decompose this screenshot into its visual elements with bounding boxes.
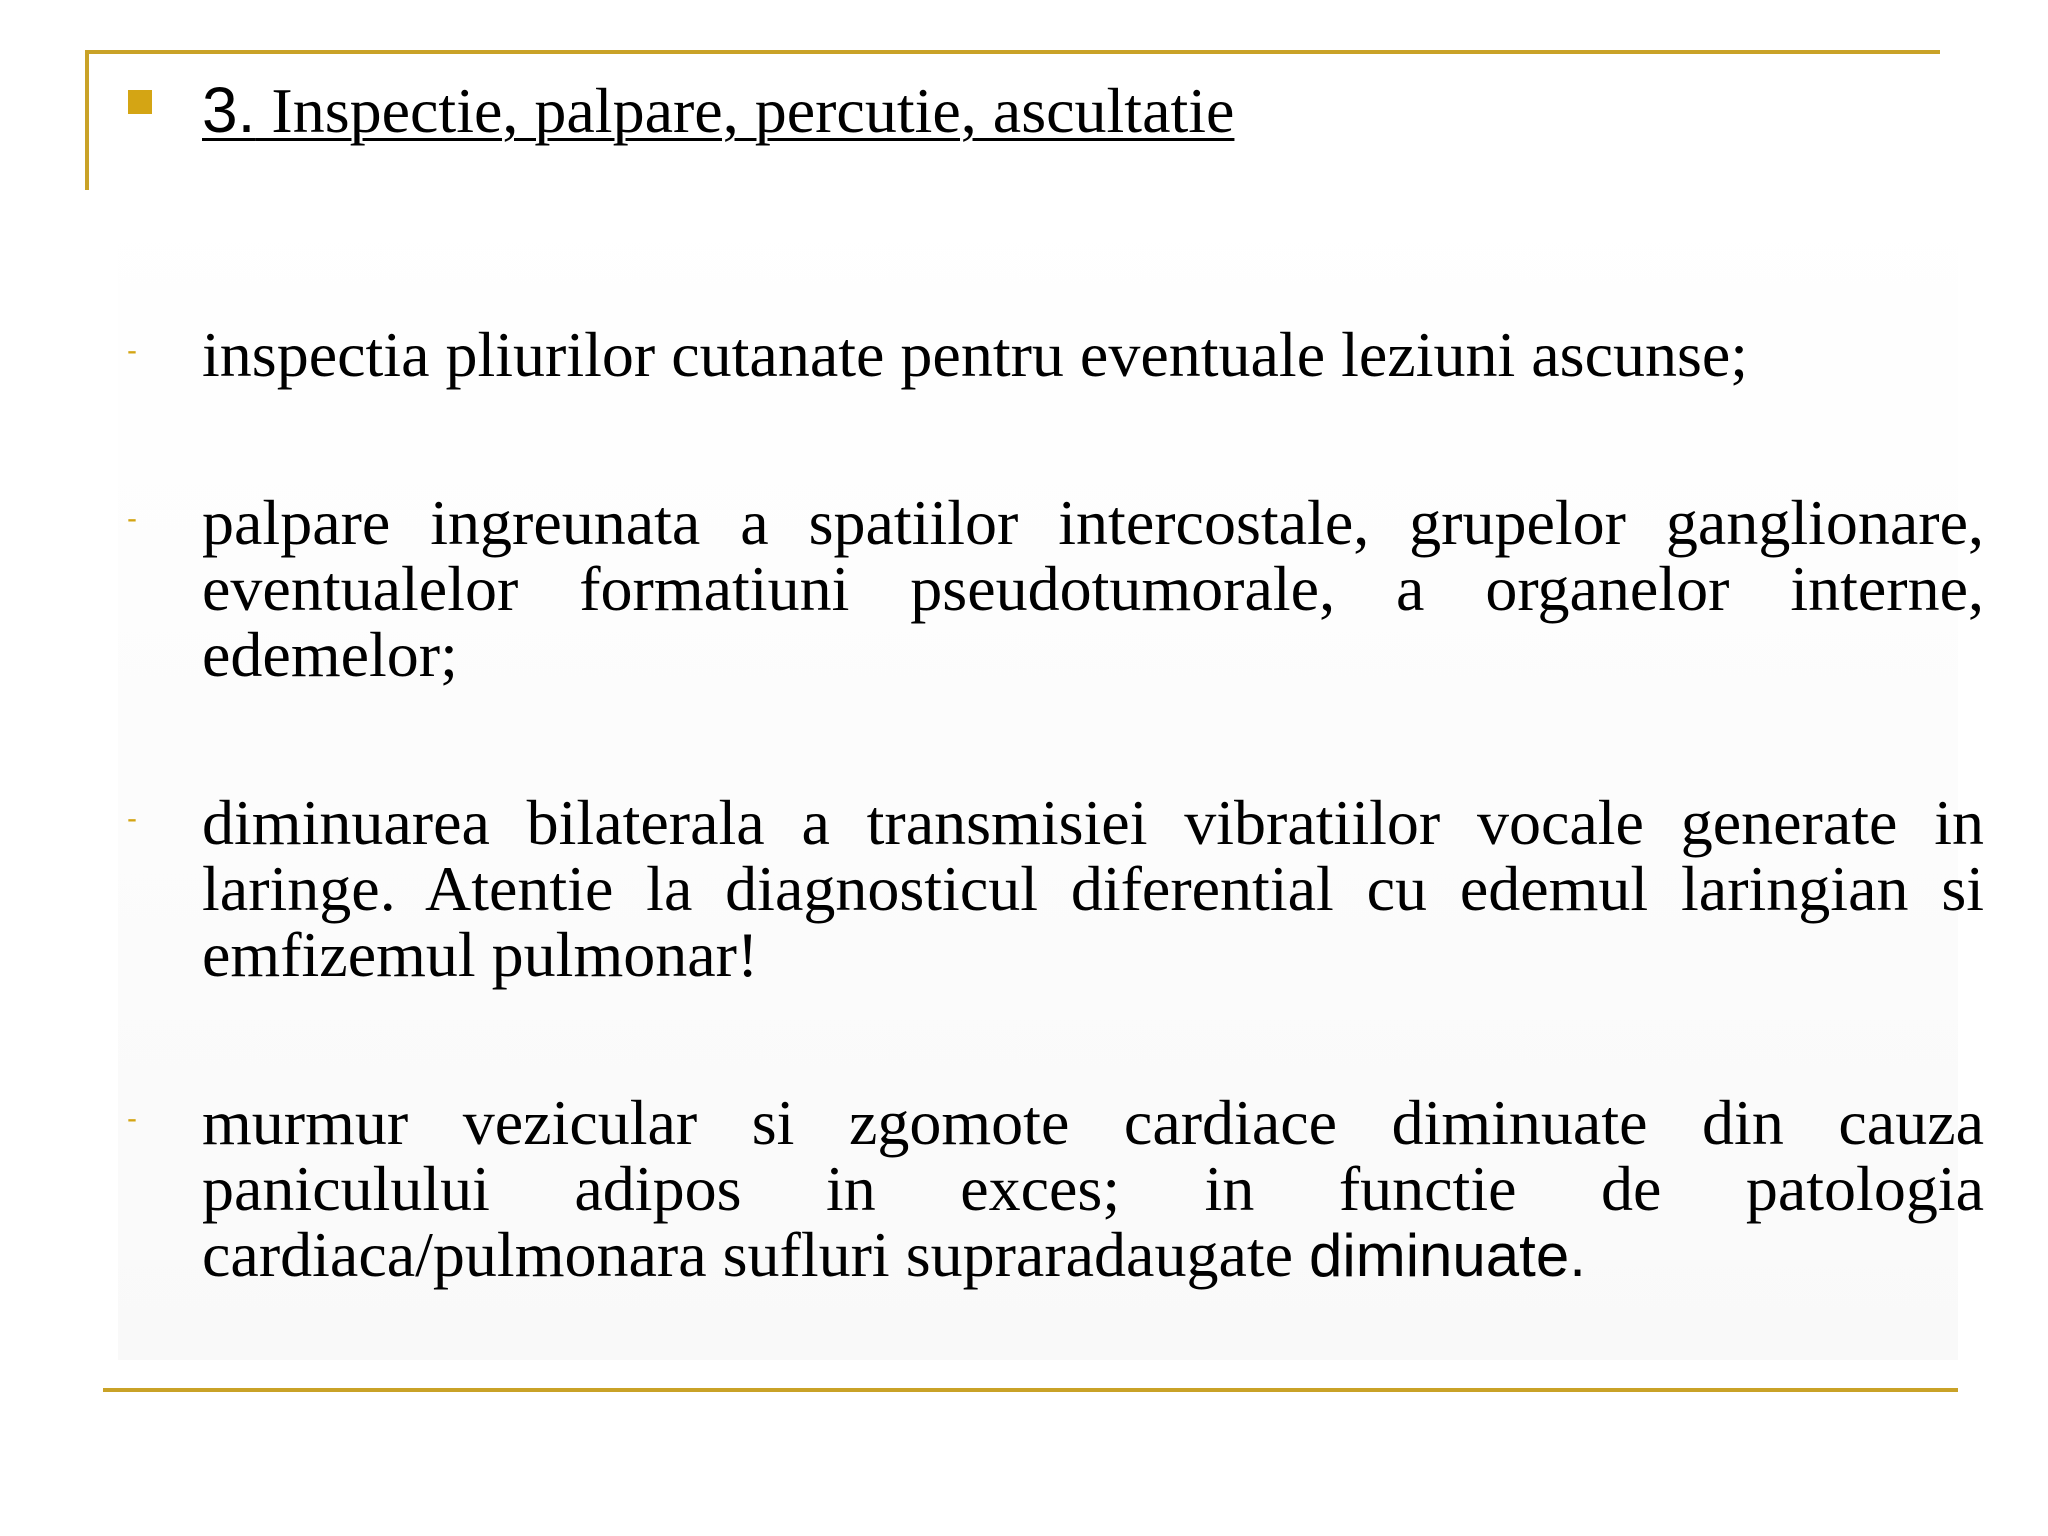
frame-bottom-line xyxy=(103,1388,1958,1392)
dash-bullet: - xyxy=(127,502,137,535)
list-item-text xyxy=(202,1087,1984,1290)
title-number: 3. xyxy=(202,74,256,146)
dash-bullet: - xyxy=(127,802,137,835)
dash-bullet: - xyxy=(127,1102,137,1135)
list-item-text-tail: diminuate. xyxy=(1309,1222,1586,1289)
frame-left-line xyxy=(85,50,89,190)
slide-title xyxy=(202,70,1234,151)
title-text: Inspectie, palpare, percutie, ascultatie xyxy=(255,75,1235,146)
list-item-text: palpare ingreunata a spatiilor intercostale, grupelor ganglionare, eventualelor formatiuni pseudotumorale, a organelor interne, edemelor; xyxy=(202,487,1984,690)
list-item-text-main: murmur vezicular si zgomote cardiace diminuate din cauza paniculului adipos in exces; in functie de patologia cardiaca/pulmonara sufluri supraradaugate xyxy=(202,1087,1984,1290)
square-bullet-icon xyxy=(128,90,152,114)
frame-top-line xyxy=(85,50,1940,54)
list-item-text: diminuarea bilaterala a transmisiei vibratiilor vocale generate in laringe. Atentie la diagnosticul diferential cu edemul laringian si emfizemul pulmonar! xyxy=(202,787,1984,990)
list-item-text: inspectia pliurilor cutanate pentru eventuale leziuni ascunse; xyxy=(202,319,1749,390)
dash-bullet: - xyxy=(127,334,137,367)
